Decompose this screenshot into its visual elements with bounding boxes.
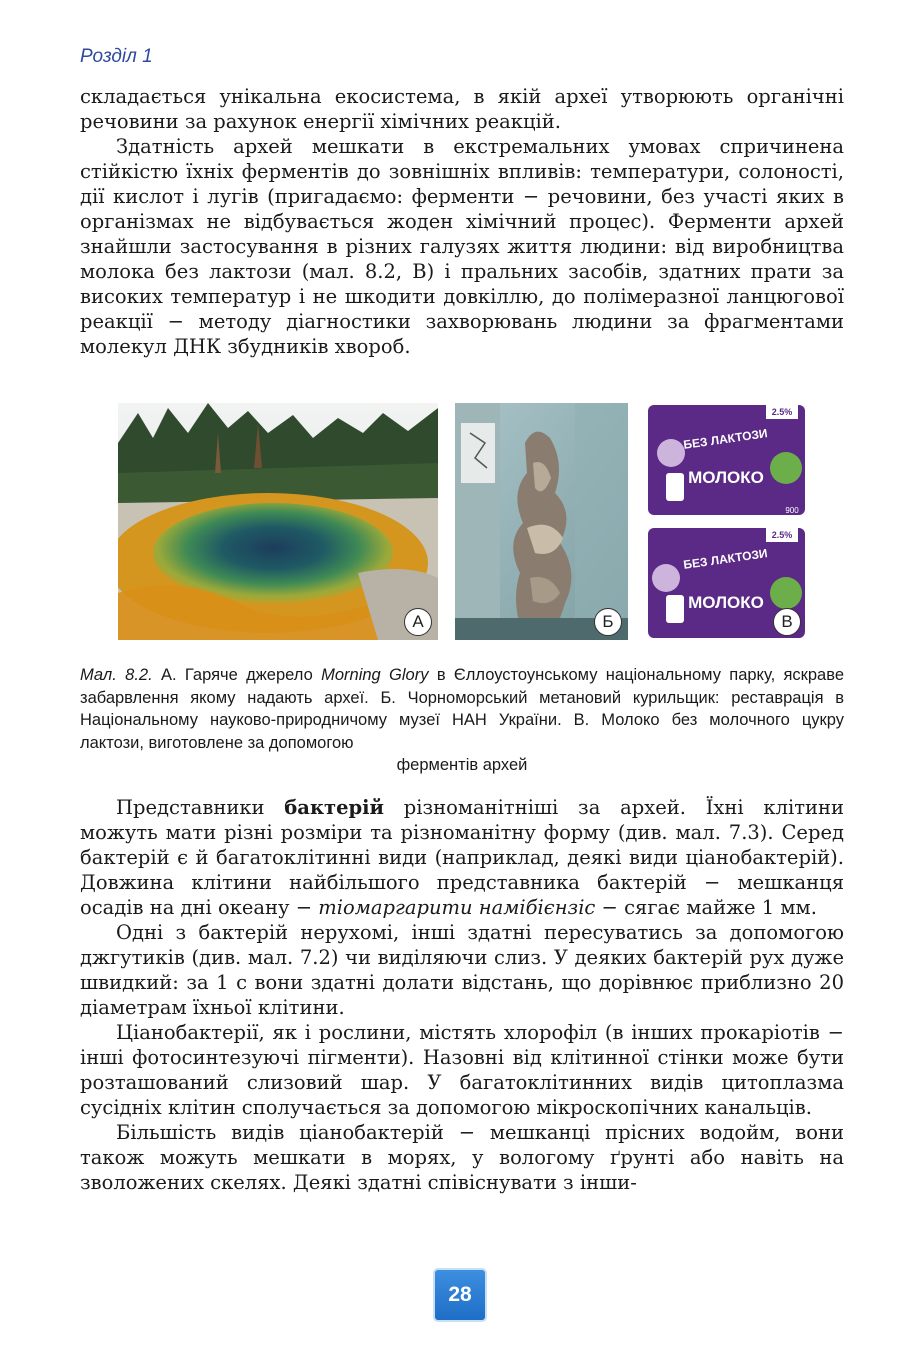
package-title-bottom: МОЛОКО <box>688 593 764 612</box>
bottom-text-block <box>80 795 844 1195</box>
species-name: тіомаргарити намібієнзіс <box>318 896 596 919</box>
p1-text-b: різноманітніші за архей. Їхні клітини можуть мати різні розміри та різноманітну форму (див. мал. 7.3). Серед бактерій є й багатоклітинні види (наприклад, деякі види ціанобактерій). Довжина клітини найбільшого представника бактерій − мешканця осадів на дні океану − <box>80 796 844 919</box>
paragraph-continuation: складається унікальна екосистема, в якій археї утворюють органічні речовини за рахунок енергії хімічних реакцій. <box>80 85 844 133</box>
caption-ref: Мал. 8.2. <box>80 666 153 684</box>
figure-label-c: В <box>773 608 801 636</box>
caption-part2: в Єллоустоунському національному парку, яскраве забарвлення якому надають археї. Б. Чорноморський метановий курильщик: реставрація в Національному науково-природничому музеї НАН України. В. Молоко без молочного цукру лактози, виготовлене за допомогою <box>80 666 844 752</box>
paragraph-enzymes: Здатність архей мешкати в екстремальних умовах спричинена стійкістю їхніх ферментів до зовнішніх впливів: температури, солоності, дії кислот і лугів (пригадаємо: ферменти − речовини, без участі яких в організмах не відбувається жоден хімічний процес). Ферменти архей знайшли застосування в різних галузях життя людини: від виробництва молока без лактози (мал. 8.2, В) і пральних засобів, здатних прати за високих температур і не шкодити довкіллю, до полімеразної ланцюгової реакції − методу діагностики захворювань людини за фрагментами молекул ДНК збудників хвороб. <box>80 135 844 358</box>
paragraph-habitats: Більшість видів ціанобактерій − мешканці прісних водойм, вони також можуть мешкати в морях, у вологому ґрунті або навіть на зволожених скелях. Деякі здатні співіснувати з інши- <box>80 1121 844 1194</box>
figure-a-hot-spring <box>118 403 438 640</box>
museum-exhibit-photo <box>455 403 628 640</box>
section-header: Розділ 1 <box>80 46 153 67</box>
package-percent-bottom: 2.5% <box>771 530 793 540</box>
paragraph-cyanobacteria: Ціанобактерії, як і рослини, містять хлорофіл (в інших прокаріотів − інші фотосинтезуючі пігменти). Назовні від клітинної стінки може бути розташований слизовий шар. У багатоклітинних видів цитоплазма сусідніх клітин сполучається за допомогою мікроскопічних канальців. <box>80 1021 844 1119</box>
hot-spring-photo <box>118 403 438 640</box>
package-title-top: МОЛОКО <box>688 468 764 487</box>
p1-text-c: − сягає майже 1 мм. <box>595 896 817 919</box>
package-volume: 900 <box>785 506 799 515</box>
page-number: 28 <box>433 1268 487 1322</box>
paragraph-motility: Одні з бактерій нерухомі, інші здатні пересуватись за допомогою джгутиків (див. мал. 7.2) чи виділяючи слиз. У деяких бактерій рух дуже швидкий: за 1 с вони здатні долати відстань, що дорівнює приблизно 20 діаметрам їхньої клітини. <box>80 921 844 1019</box>
p1-text-a: Представники <box>116 796 285 819</box>
figure-label-a: А <box>404 608 432 636</box>
package-percent-top: 2.5% <box>771 407 793 417</box>
term-bacteria: бактерій <box>284 796 385 819</box>
top-text-block <box>80 84 844 359</box>
paragraph-bacteria <box>80 795 844 920</box>
caption-last-line: ферментів архей <box>396 756 528 774</box>
caption-spring-name: Morning Glory <box>321 666 429 684</box>
caption-part1: А. Гаряче джерело <box>152 666 322 684</box>
package-subtitle-bottom: БЕЗ ЛАКТОЗИ <box>682 546 769 572</box>
figure-label-b: Б <box>594 608 622 636</box>
figure-c-milk-packages <box>646 403 807 640</box>
figure-b-methane-seep <box>455 403 628 640</box>
milk-package-photo <box>646 403 807 640</box>
package-subtitle-top: БЕЗ ЛАКТОЗИ <box>682 426 769 452</box>
figure-caption <box>80 664 844 777</box>
